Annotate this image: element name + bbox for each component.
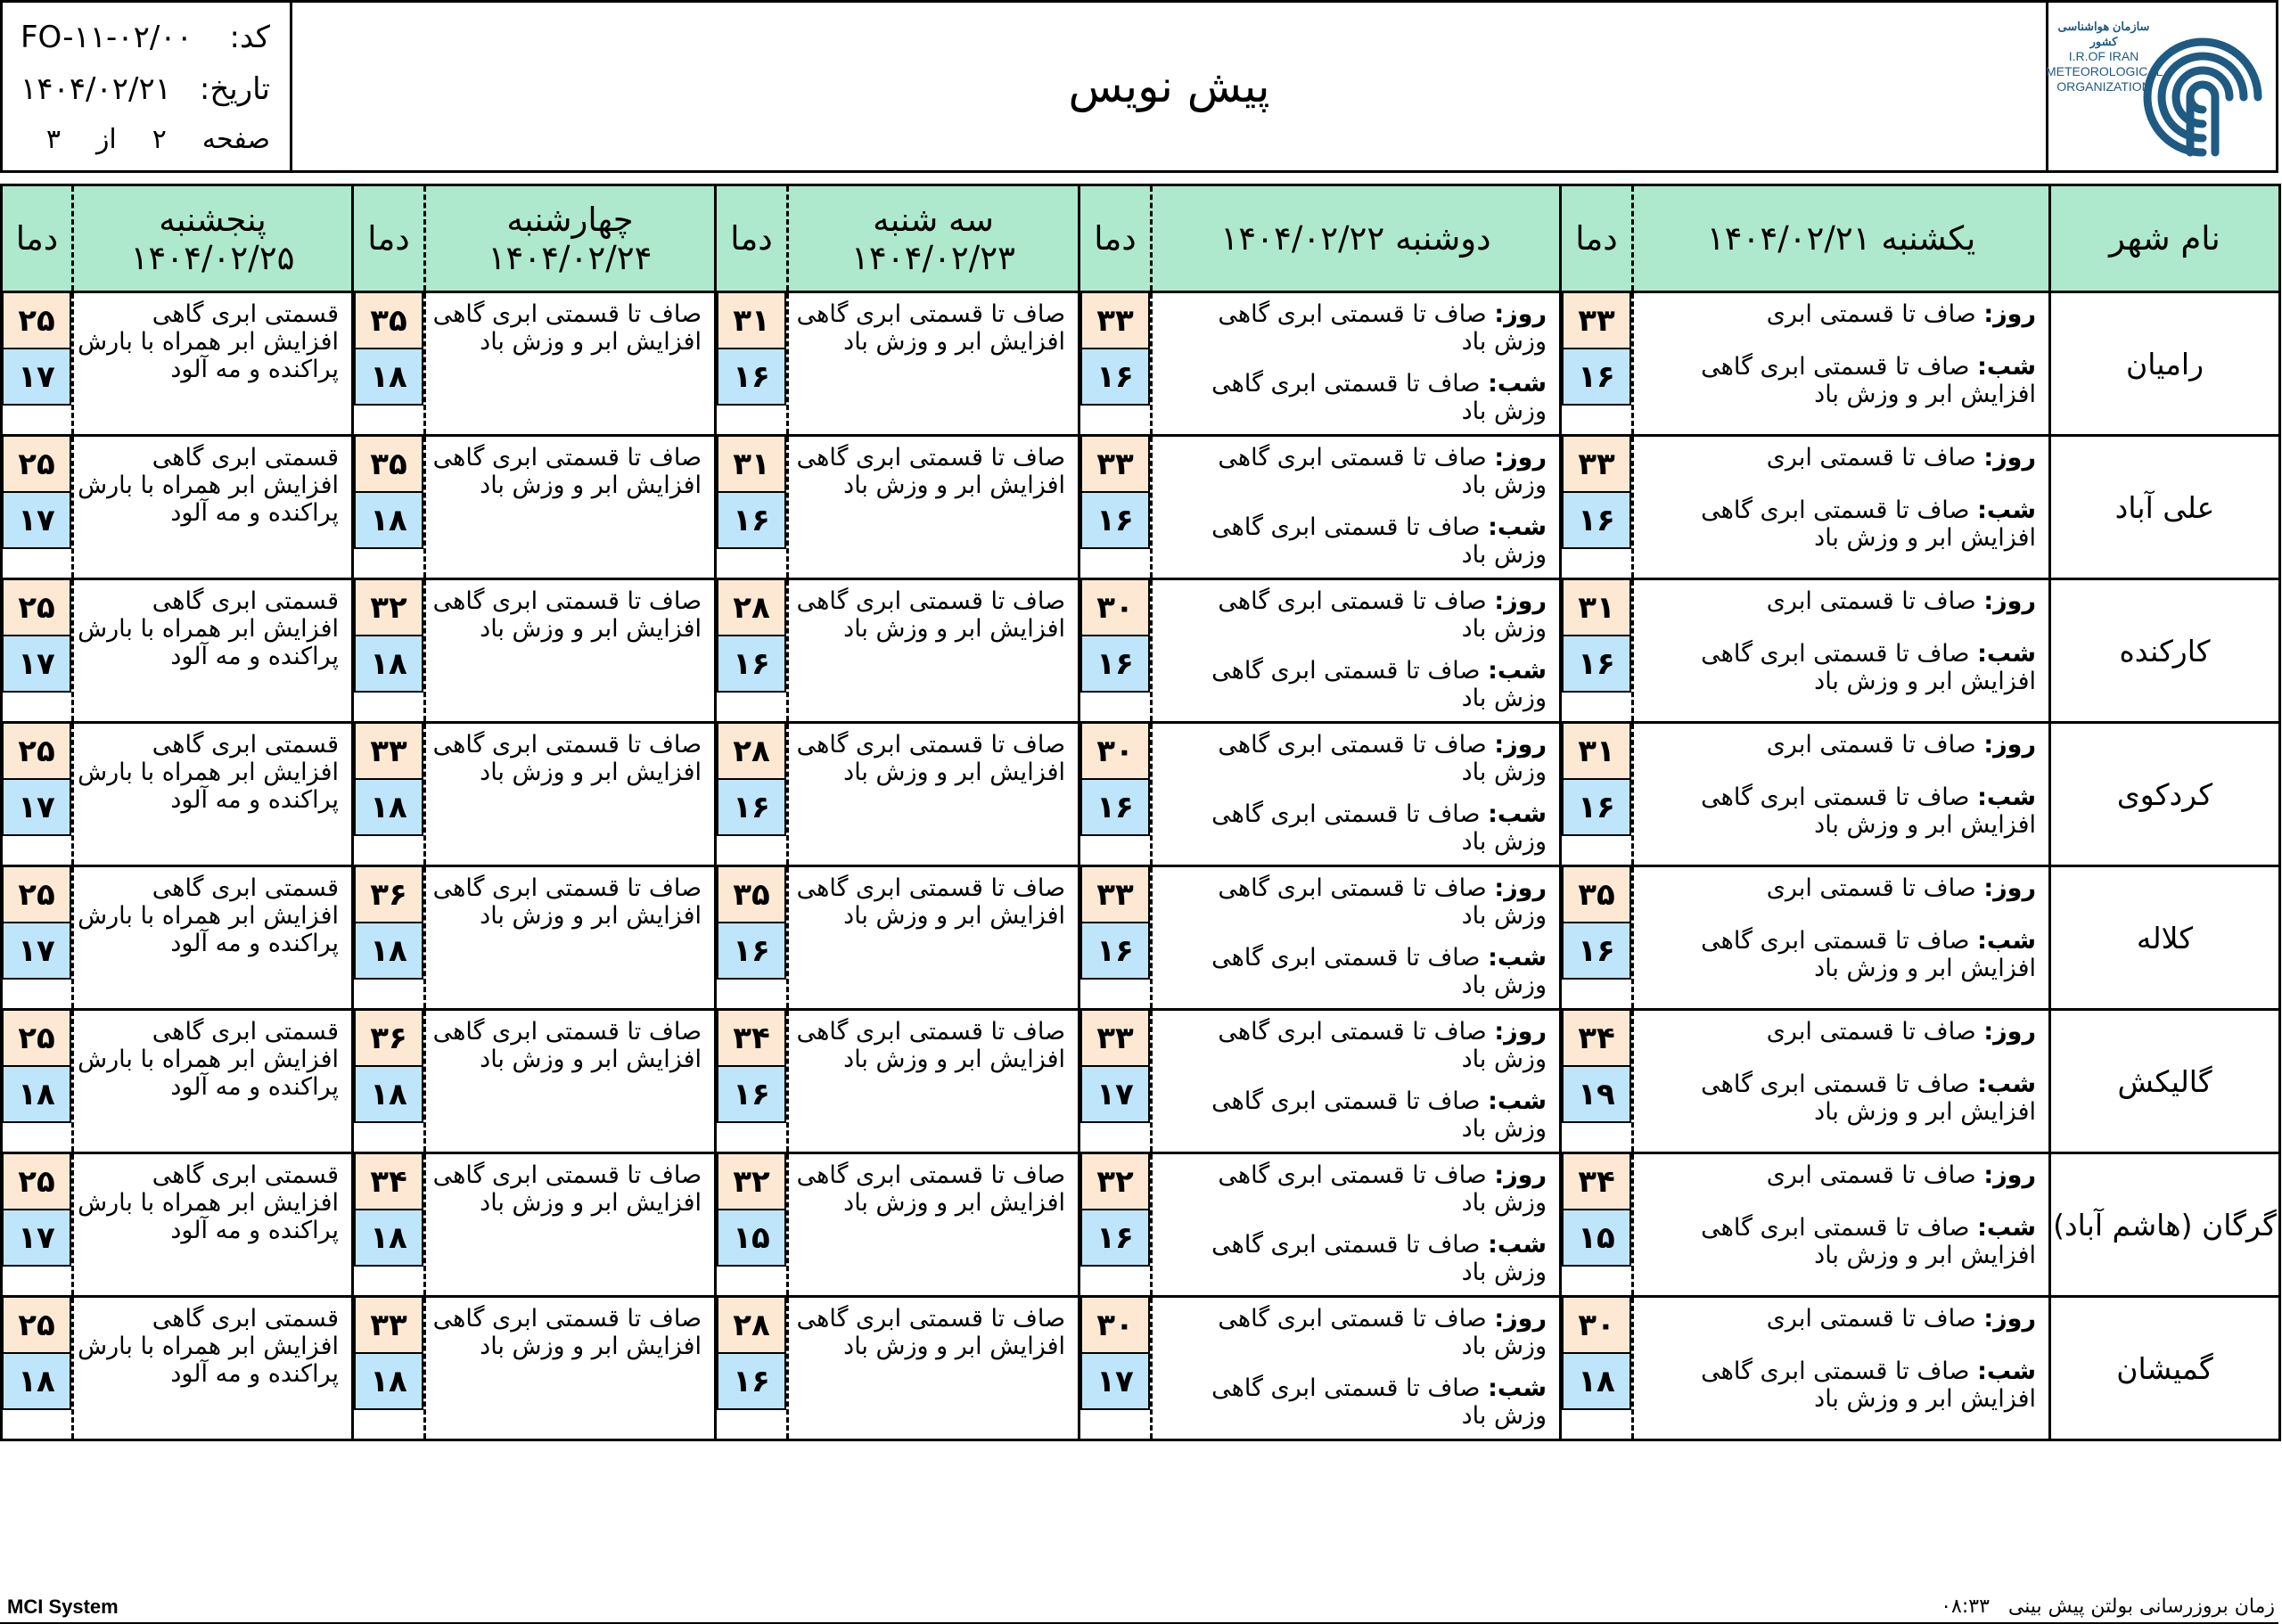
- day-forecast: قسمتی ابری گاهی افزایش ابر همراه با بارش پراکنده و مه آلود: [78, 874, 339, 957]
- night-forecast: صاف تا قسمتی ابری گاهی وزش باد: [1211, 1374, 1547, 1430]
- min-temperature: ۱۶: [717, 1354, 786, 1410]
- date-value: ۱۴۰۴/۰۲/۲۱: [21, 71, 172, 107]
- min-temperature: ۱۵: [1562, 1210, 1631, 1267]
- day-column-header: دوشنبه ۱۴۰۴/۰۲/۲۲: [1152, 185, 1561, 292]
- day-forecast: قسمتی ابری گاهی افزایش ابر همراه با بارش پراکنده و مه آلود: [78, 1018, 339, 1101]
- min-temperature: ۱۸: [354, 636, 423, 693]
- min-temperature: ۱۶: [1080, 923, 1150, 980]
- forecast-description: روز: صاف تا قسمتی ابری شب: صاف تا قسمتی ابری گاهی افزایش ابر و وزش باد: [1633, 436, 2050, 579]
- forecast-description: [73, 1153, 353, 1297]
- update-time: زمان بروزرسانی بولتن پیش بینی ۰۸:۳۳: [1941, 1595, 2275, 1618]
- day-forecast: قسمتی ابری گاهی افزایش ابر همراه با بارش پراکنده و مه آلود: [78, 1305, 339, 1388]
- table-row: [2, 292, 2280, 436]
- min-temperature: ۱۷: [2, 923, 71, 980]
- min-temperature: ۱۸: [354, 780, 423, 836]
- night-forecast: صاف تا قسمتی ابری گاهی وزش باد: [1211, 800, 1547, 856]
- temperature-cell: [1561, 1010, 1633, 1153]
- max-temperature: ۲۵: [2, 1011, 71, 1067]
- forecast-description: [73, 866, 353, 1010]
- day-forecast: صاف تا قسمتی ابری گاهی افزایش ابر و وزش باد: [432, 1305, 702, 1360]
- min-temperature: ۱۶: [1562, 636, 1631, 693]
- forecast-description: [73, 1297, 353, 1440]
- temperature-cell: [1079, 1297, 1152, 1440]
- max-temperature: ۳۴: [717, 1011, 786, 1067]
- temperature-cell: [1079, 866, 1152, 1010]
- night-forecast: صاف تا قسمتی ابری گاهی افزایش ابر و وزش باد: [1701, 1357, 2036, 1413]
- max-temperature: ۳۰: [1080, 580, 1150, 636]
- day-forecast: صاف تا قسمتی ابری گاهی افزایش ابر و وزش باد: [432, 1018, 702, 1073]
- min-temperature: ۱۸: [2, 1354, 71, 1410]
- temperature-cell: [716, 723, 788, 866]
- day-forecast: قسمتی ابری گاهی افزایش ابر همراه با بارش پراکنده و مه آلود: [78, 587, 339, 670]
- city-name: علی آباد: [2050, 436, 2280, 579]
- temperature-cell: [1561, 579, 1633, 723]
- min-temperature: ۱۸: [2, 1067, 71, 1123]
- logo: [2046, 3, 2276, 170]
- day-forecast: صاف تا قسمتی ابری: [1766, 444, 1976, 472]
- day-forecast: صاف تا قسمتی ابری گاهی وزش باد: [1218, 731, 1547, 786]
- forecast-description: روز: صاف تا قسمتی ابری گاهی وزش باد شب: صاف تا قسمتی ابری گاهی وزش باد: [1152, 1297, 1561, 1440]
- temperature-cell: [2, 723, 73, 866]
- city-column-header: نام شهر: [2050, 185, 2280, 292]
- forecast-description: [73, 723, 353, 866]
- day-forecast: قسمتی ابری گاهی افزایش ابر همراه با بارش پراکنده و مه آلود: [78, 300, 339, 383]
- max-temperature: ۲۸: [717, 1298, 786, 1354]
- temperature-cell: [716, 1297, 788, 1440]
- forecast-description: روز: صاف تا قسمتی ابری شب: صاف تا قسمتی ابری گاهی افزایش ابر و وزش باد: [1633, 579, 2050, 723]
- day-column-header: سه شنبه ۱۴۰۴/۰۲/۲۳: [788, 185, 1079, 292]
- city-name: کارکنده: [2050, 579, 2280, 723]
- max-temperature: ۳۵: [717, 867, 786, 923]
- day-column-header: پنجشنبه ۱۴۰۴/۰۲/۲۵: [73, 185, 353, 292]
- day-forecast: صاف تا قسمتی ابری گاهی افزایش ابر و وزش باد: [796, 1161, 1065, 1217]
- table-row: [2, 866, 2280, 1010]
- day-forecast: صاف تا قسمتی ابری گاهی وزش باد: [1218, 1161, 1547, 1217]
- forecast-description: [425, 1010, 716, 1153]
- temperature-cell: [2, 866, 73, 1010]
- max-temperature: ۲۸: [717, 580, 786, 636]
- temperature-cell: [1079, 1010, 1152, 1153]
- min-temperature: ۱۶: [1080, 636, 1150, 693]
- city-name: کردکوی: [2050, 723, 2280, 866]
- temperature-cell: [353, 1010, 425, 1153]
- day-forecast: صاف تا قسمتی ابری گاهی افزایش ابر و وزش باد: [796, 1305, 1065, 1360]
- forecast-description: [425, 1297, 716, 1440]
- min-temperature: ۱۶: [1562, 923, 1631, 980]
- forecast-description: روز: صاف تا قسمتی ابری گاهی وزش باد شب: صاف تا قسمتی ابری گاهی وزش باد: [1152, 579, 1561, 723]
- forecast-description: روز: صاف تا قسمتی ابری گاهی وزش باد شب: صاف تا قسمتی ابری گاهی وزش باد: [1152, 866, 1561, 1010]
- temperature-cell: [716, 436, 788, 579]
- min-temperature: ۱۸: [1562, 1354, 1631, 1410]
- night-forecast: صاف تا قسمتی ابری گاهی وزش باد: [1211, 657, 1547, 712]
- day-forecast: صاف تا قسمتی ابری گاهی افزایش ابر و وزش باد: [432, 1161, 702, 1217]
- day-forecast: صاف تا قسمتی ابری: [1766, 1161, 1976, 1189]
- day-forecast: صاف تا قسمتی ابری گاهی افزایش ابر و وزش باد: [796, 300, 1065, 356]
- table-row: [2, 723, 2280, 866]
- min-temperature: ۱۷: [1080, 1354, 1150, 1410]
- night-forecast: صاف تا قسمتی ابری گاهی وزش باد: [1211, 370, 1547, 425]
- min-temperature: ۱۶: [1080, 1210, 1150, 1267]
- min-temperature: ۱۷: [2, 493, 71, 549]
- temp-column-header: دما: [1561, 185, 1633, 292]
- night-forecast: صاف تا قسمتی ابری گاهی افزایش ابر و وزش باد: [1701, 927, 2036, 982]
- min-temperature: ۱۹: [1562, 1067, 1631, 1123]
- night-forecast: صاف تا قسمتی ابری گاهی وزش باد: [1211, 1231, 1547, 1286]
- temperature-cell: [1561, 866, 1633, 1010]
- forecast-description: [425, 292, 716, 436]
- night-forecast: صاف تا قسمتی ابری گاهی وزش باد: [1211, 944, 1547, 999]
- forecast-description: روز: صاف تا قسمتی ابری شب: صاف تا قسمتی ابری گاهی افزایش ابر و وزش باد: [1633, 1153, 2050, 1297]
- temperature-cell: [1561, 1153, 1633, 1297]
- day-forecast: صاف تا قسمتی ابری گاهی وزش باد: [1218, 874, 1547, 930]
- min-temperature: ۱۷: [2, 1210, 71, 1267]
- table-row: [2, 1010, 2280, 1153]
- document-header: [0, 0, 2278, 173]
- max-temperature: ۲۵: [2, 580, 71, 636]
- min-temperature: ۱۷: [2, 636, 71, 693]
- forecast-description: [425, 579, 716, 723]
- date-row: تاریخ: ۱۴۰۴/۰۲/۲۱: [21, 71, 270, 107]
- city-name: رامیان: [2050, 292, 2280, 436]
- city-name: گالیکش: [2050, 1010, 2280, 1153]
- forecast-description: روز: صاف تا قسمتی ابری گاهی وزش باد شب: صاف تا قسمتی ابری گاهی وزش باد: [1152, 436, 1561, 579]
- temperature-cell: [353, 579, 425, 723]
- forecast-description: [788, 1153, 1079, 1297]
- max-temperature: ۳۱: [1562, 580, 1631, 636]
- temp-column-header: دما: [1079, 185, 1152, 292]
- night-forecast: صاف تا قسمتی ابری گاهی افزایش ابر و وزش باد: [1701, 353, 2036, 408]
- max-temperature: ۳۴: [354, 1154, 423, 1210]
- max-temperature: ۲۵: [2, 867, 71, 923]
- min-temperature: ۱۶: [717, 493, 786, 549]
- day-forecast: صاف تا قسمتی ابری گاهی افزایش ابر و وزش باد: [432, 874, 702, 930]
- max-temperature: ۲۵: [2, 293, 71, 349]
- max-temperature: ۳۲: [1080, 1154, 1150, 1210]
- temperature-cell: [353, 866, 425, 1010]
- max-temperature: ۲۵: [2, 724, 71, 780]
- max-temperature: ۳۳: [1562, 293, 1631, 349]
- forecast-description: روز: صاف تا قسمتی ابری گاهی وزش باد شب: صاف تا قسمتی ابری گاهی وزش باد: [1152, 723, 1561, 866]
- temperature-cell: [353, 1297, 425, 1440]
- min-temperature: ۱۶: [717, 1067, 786, 1123]
- day-forecast: صاف تا قسمتی ابری گاهی افزایش ابر و وزش باد: [432, 444, 702, 499]
- day-forecast: صاف تا قسمتی ابری گاهی افزایش ابر و وزش باد: [432, 300, 702, 356]
- temperature-cell: [716, 1010, 788, 1153]
- forecast-description: [788, 436, 1079, 579]
- temperature-cell: [1079, 579, 1152, 723]
- forecast-description: [425, 436, 716, 579]
- max-temperature: ۳۳: [1080, 437, 1150, 493]
- night-forecast: صاف تا قسمتی ابری گاهی افزایش ابر و وزش باد: [1701, 640, 2036, 695]
- temp-column-header: دما: [2, 185, 73, 292]
- min-temperature: ۱۸: [354, 349, 423, 406]
- temperature-cell: [353, 1153, 425, 1297]
- max-temperature: ۳۲: [717, 1154, 786, 1210]
- max-temperature: ۳۰: [1080, 724, 1150, 780]
- temperature-cell: [1079, 723, 1152, 866]
- max-temperature: ۳۵: [354, 293, 423, 349]
- max-temperature: ۳۳: [1080, 293, 1150, 349]
- code-row: کد: FO-۱۱-۰۲/۰۰: [21, 20, 270, 55]
- forecast-description: [788, 1297, 1079, 1440]
- day-forecast: صاف تا قسمتی ابری: [1766, 1018, 1976, 1046]
- day-forecast: صاف تا قسمتی ابری گاهی افزایش ابر و وزش باد: [796, 1018, 1065, 1073]
- max-temperature: ۳۱: [1562, 724, 1631, 780]
- max-temperature: ۳۳: [1562, 437, 1631, 493]
- max-temperature: ۳۶: [354, 1011, 423, 1067]
- day-forecast: صاف تا قسمتی ابری: [1766, 1305, 1976, 1333]
- max-temperature: ۳۱: [717, 437, 786, 493]
- forecast-description: [425, 1153, 716, 1297]
- day-forecast: صاف تا قسمتی ابری گاهی افزایش ابر و وزش باد: [796, 874, 1065, 930]
- temperature-cell: [716, 292, 788, 436]
- max-temperature: ۳۴: [1562, 1154, 1631, 1210]
- night-forecast: صاف تا قسمتی ابری گاهی افزایش ابر و وزش باد: [1701, 496, 2036, 552]
- city-name: کلاله: [2050, 866, 2280, 1010]
- day-forecast: صاف تا قسمتی ابری گاهی افزایش ابر و وزش باد: [796, 731, 1065, 786]
- forecast-description: [788, 866, 1079, 1010]
- system-label: MCI System: [7, 1595, 119, 1618]
- day-forecast: صاف تا قسمتی ابری: [1766, 731, 1976, 759]
- temperature-cell: [716, 1153, 788, 1297]
- page-title: پیش نویس: [1068, 61, 1270, 112]
- day-forecast: صاف تا قسمتی ابری: [1766, 587, 1976, 615]
- min-temperature: ۱۷: [1080, 1067, 1150, 1123]
- max-temperature: ۳۳: [354, 724, 423, 780]
- min-temperature: ۱۸: [354, 923, 423, 980]
- min-temperature: ۱۶: [1562, 780, 1631, 836]
- city-name: گرگان (هاشم آباد): [2050, 1153, 2280, 1297]
- temperature-cell: [2, 1010, 73, 1153]
- temperature-cell: [2, 1153, 73, 1297]
- temperature-cell: [1561, 723, 1633, 866]
- min-temperature: ۱۸: [354, 1210, 423, 1267]
- max-temperature: ۲۵: [2, 437, 71, 493]
- forecast-description: [425, 723, 716, 866]
- code-value: FO-۱۱-۰۲/۰۰: [21, 20, 193, 55]
- forecast-description: [788, 723, 1079, 866]
- city-name: گمیشان: [2050, 1297, 2280, 1440]
- min-temperature: ۱۶: [1562, 493, 1631, 549]
- temperature-cell: [1079, 436, 1152, 579]
- day-forecast: قسمتی ابری گاهی افزایش ابر همراه با بارش پراکنده و مه آلود: [78, 444, 339, 527]
- table-row: [2, 1153, 2280, 1297]
- min-temperature: ۱۶: [1080, 780, 1150, 836]
- forecast-description: [73, 579, 353, 723]
- temperature-cell: [716, 579, 788, 723]
- temperature-cell: [1561, 292, 1633, 436]
- forecast-description: [73, 436, 353, 579]
- max-temperature: ۳۳: [1080, 1011, 1150, 1067]
- forecast-description: روز: صاف تا قسمتی ابری شب: صاف تا قسمتی ابری گاهی افزایش ابر و وزش باد: [1633, 292, 2050, 436]
- day-column-header: چهارشنبه ۱۴۰۴/۰۲/۲۴: [425, 185, 716, 292]
- forecast-description: [788, 1010, 1079, 1153]
- max-temperature: ۲۸: [717, 724, 786, 780]
- logo-text: سازمان هواشناسی کشور I.R.OF IRAN METEOROLOGICAL ORGANIZATION: [2046, 20, 2163, 94]
- day-forecast: صاف تا قسمتی ابری گاهی افزایش ابر و وزش باد: [796, 587, 1065, 643]
- day-forecast: صاف تا قسمتی ابری: [1766, 874, 1976, 902]
- forecast-description: روز: صاف تا قسمتی ابری شب: صاف تا قسمتی ابری گاهی افزایش ابر و وزش باد: [1633, 866, 2050, 1010]
- min-temperature: ۱۶: [717, 636, 786, 693]
- max-temperature: ۳۱: [717, 293, 786, 349]
- night-forecast: صاف تا قسمتی ابری گاهی افزایش ابر و وزش باد: [1701, 1214, 2036, 1269]
- temperature-cell: [2, 436, 73, 579]
- temperature-cell: [1561, 1297, 1633, 1440]
- max-temperature: ۲۵: [2, 1154, 71, 1210]
- max-temperature: ۲۵: [2, 1298, 71, 1354]
- night-forecast: صاف تا قسمتی ابری گاهی افزایش ابر و وزش باد: [1701, 1070, 2036, 1126]
- forecast-description: روز: صاف تا قسمتی ابری شب: صاف تا قسمتی ابری گاهی افزایش ابر و وزش باد: [1633, 723, 2050, 866]
- day-forecast: صاف تا قسمتی ابری: [1766, 300, 1976, 328]
- forecast-description: روز: صاف تا قسمتی ابری گاهی وزش باد شب: صاف تا قسمتی ابری گاهی وزش باد: [1152, 292, 1561, 436]
- temperature-cell: [1079, 1153, 1152, 1297]
- temperature-cell: [1079, 292, 1152, 436]
- min-temperature: ۱۶: [1562, 349, 1631, 406]
- day-forecast: صاف تا قسمتی ابری گاهی وزش باد: [1218, 1018, 1547, 1073]
- min-temperature: ۱۸: [354, 1067, 423, 1123]
- forecast-description: روز: صاف تا قسمتی ابری گاهی وزش باد شب: صاف تا قسمتی ابری گاهی وزش باد: [1152, 1153, 1561, 1297]
- temperature-cell: [353, 436, 425, 579]
- min-temperature: ۱۷: [2, 349, 71, 406]
- temperature-cell: [2, 1297, 73, 1440]
- day-forecast: صاف تا قسمتی ابری گاهی وزش باد: [1218, 1305, 1547, 1360]
- day-forecast: صاف تا قسمتی ابری گاهی افزایش ابر و وزش باد: [432, 587, 702, 643]
- forecast-description: [73, 292, 353, 436]
- day-forecast: صاف تا قسمتی ابری گاهی افزایش ابر و وزش باد: [432, 731, 702, 786]
- temp-column-header: دما: [716, 185, 788, 292]
- meteorological-spiral-icon: [2140, 19, 2265, 161]
- forecast-description: روز: صاف تا قسمتی ابری گاهی وزش باد شب: صاف تا قسمتی ابری گاهی وزش باد: [1152, 1010, 1561, 1153]
- temperature-cell: [353, 292, 425, 436]
- temperature-cell: [2, 292, 73, 436]
- day-forecast: صاف تا قسمتی ابری گاهی وزش باد: [1218, 587, 1547, 643]
- forecast-description: روز: صاف تا قسمتی ابری شب: صاف تا قسمتی ابری گاهی افزایش ابر و وزش باد: [1633, 1297, 2050, 1440]
- table-row: [2, 1297, 2280, 1440]
- max-temperature: ۳۵: [354, 437, 423, 493]
- min-temperature: ۱۷: [2, 780, 71, 836]
- max-temperature: ۳۵: [1562, 867, 1631, 923]
- table-row: [2, 436, 2280, 579]
- page-total: ۳: [45, 123, 61, 155]
- day-forecast: صاف تا قسمتی ابری گاهی وزش باد: [1218, 300, 1547, 356]
- min-temperature: ۱۶: [717, 923, 786, 980]
- min-temperature: ۱۸: [354, 493, 423, 549]
- night-forecast: صاف تا قسمتی ابری گاهی افزایش ابر و وزش باد: [1701, 783, 2036, 839]
- table-header-row: [2, 185, 2280, 292]
- night-forecast: صاف تا قسمتی ابری گاهی وزش باد: [1211, 513, 1547, 569]
- max-temperature: ۳۳: [354, 1298, 423, 1354]
- forecast-description: [788, 292, 1079, 436]
- min-temperature: ۱۶: [717, 349, 786, 406]
- min-temperature: ۱۶: [1080, 349, 1150, 406]
- temperature-cell: [1561, 436, 1633, 579]
- day-forecast: صاف تا قسمتی ابری گاهی افزایش ابر و وزش باد: [796, 444, 1065, 499]
- temperature-cell: [353, 723, 425, 866]
- max-temperature: ۳۰: [1080, 1298, 1150, 1354]
- max-temperature: ۳۴: [1562, 1011, 1631, 1067]
- temp-column-header: دما: [353, 185, 425, 292]
- min-temperature: ۱۵: [717, 1210, 786, 1267]
- min-temperature: ۱۶: [717, 780, 786, 836]
- max-temperature: ۳۰: [1562, 1298, 1631, 1354]
- forecast-description: [73, 1010, 353, 1153]
- document-meta: [3, 3, 292, 170]
- table-row: [2, 579, 2280, 723]
- forecast-description: [788, 579, 1079, 723]
- forecast-description: [425, 866, 716, 1010]
- max-temperature: ۳۶: [354, 867, 423, 923]
- forecast-table: [0, 184, 2281, 1441]
- day-forecast: صاف تا قسمتی ابری گاهی وزش باد: [1218, 444, 1547, 499]
- min-temperature: ۱۶: [1080, 493, 1150, 549]
- max-temperature: ۳۲: [354, 580, 423, 636]
- day-column-header: یکشنبه ۱۴۰۴/۰۲/۲۱: [1633, 185, 2050, 292]
- page-number: ۲: [152, 123, 167, 155]
- min-temperature: ۱۸: [354, 1354, 423, 1410]
- night-forecast: صاف تا قسمتی ابری گاهی وزش باد: [1211, 1087, 1547, 1143]
- day-forecast: قسمتی ابری گاهی افزایش ابر همراه با بارش پراکنده و مه آلود: [78, 731, 339, 814]
- temperature-cell: [716, 866, 788, 1010]
- temperature-cell: [2, 579, 73, 723]
- page-row: صفحه ۲ از ۳: [45, 123, 270, 155]
- forecast-description: روز: صاف تا قسمتی ابری شب: صاف تا قسمتی ابری گاهی افزایش ابر و وزش باد: [1633, 1010, 2050, 1153]
- max-temperature: ۳۳: [1080, 867, 1150, 923]
- day-forecast: قسمتی ابری گاهی افزایش ابر همراه با بارش پراکنده و مه آلود: [78, 1161, 339, 1244]
